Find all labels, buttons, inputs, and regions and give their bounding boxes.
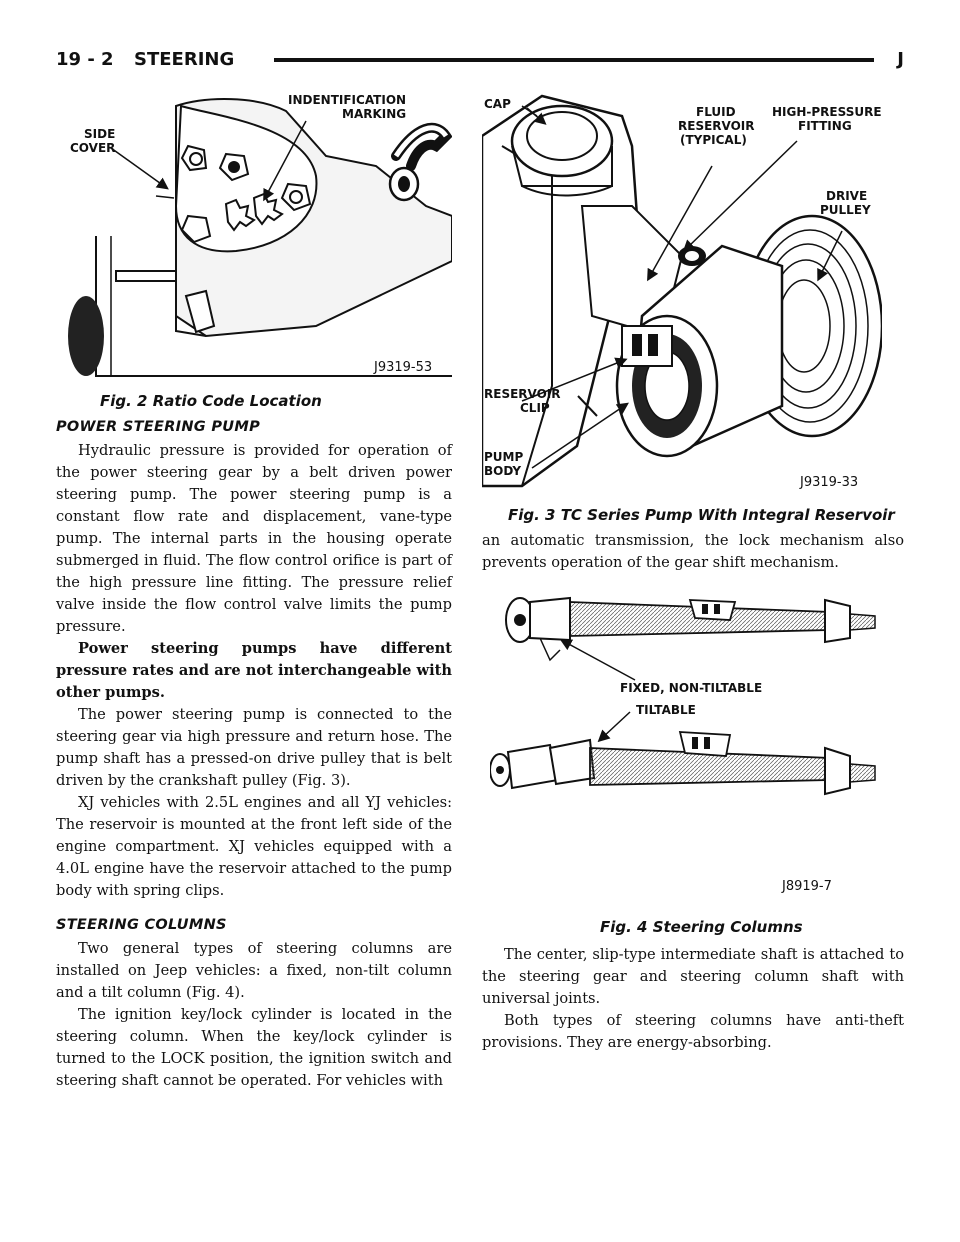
fig3-label-fluid: FLUID RESERVOIR (TYPICAL) bbox=[678, 105, 755, 147]
header-rule bbox=[274, 58, 874, 62]
fig2-label-side: SIDE COVER bbox=[70, 127, 116, 155]
paragraph-intermediate-shaft: The center, slip-type intermediate shaft is attached to the steering gear and steering column shaft with universal joints. bbox=[482, 946, 904, 1007]
section-title: STEERING bbox=[134, 49, 235, 70]
fig2-code: J9319-53 bbox=[374, 360, 433, 375]
paragraph-columns-1: Two general types of steering columns are installed on Jeep vehicles: a fixed, non-tilt column and a tilt column (Fig. 4). bbox=[56, 940, 452, 1001]
fig3-caption: Fig. 3 TC Series Pump With Integral Reservoir bbox=[508, 506, 895, 524]
heading-power-steering-pump: POWER STEERING PUMP bbox=[56, 419, 261, 435]
fig2-label-identification: INDENTIFICATION MARKING bbox=[288, 93, 407, 121]
page-number: 19 - 2 bbox=[56, 49, 114, 70]
fig3-code: J9319-33 bbox=[800, 475, 859, 490]
left-column bbox=[56, 416, 452, 1092]
fig2-illustration bbox=[56, 86, 452, 386]
right-column-bottom bbox=[482, 944, 904, 1054]
fig4-illustration bbox=[490, 580, 890, 900]
fig3-label-reservoir-clip: RESERVOIR CLIP bbox=[484, 387, 561, 415]
paragraph-anti-theft: Both types of steering columns have anti-theft provisions. They are energy-absorbing. bbox=[482, 1012, 904, 1051]
fig4-code: J8919-7 bbox=[782, 879, 832, 894]
fig4-label-tiltable: TILTABLE bbox=[636, 703, 696, 717]
fig3-label-pump-body: PUMP BODY bbox=[484, 450, 524, 478]
paragraph-pump-warning: Power steering pumps have different pressure rates and are not interchangeable with other pumps. bbox=[56, 640, 452, 701]
heading-steering-columns: STEERING COLUMNS bbox=[56, 917, 227, 933]
fig3-label-high-pressure: HIGH-PRESSURE FITTING bbox=[772, 105, 882, 133]
fig3-illustration bbox=[482, 86, 882, 496]
header-letter: J bbox=[897, 49, 904, 70]
paragraph-pump-2: The power steering pump is connected to the steering gear via high pressure and return hose. The pump shaft has a pressed-on drive pulley that is belt driven by the crankshaft pulley (Fig. 3). bbox=[56, 706, 452, 789]
fig4-label-fixed: FIXED, NON-TILTABLE bbox=[620, 681, 763, 695]
fig3-label-cap: CAP bbox=[484, 97, 511, 111]
fig4-caption: Fig. 4 Steering Columns bbox=[600, 918, 803, 936]
paragraph-pump-3: XJ vehicles with 2.5L engines and all YJ vehicles: The reservoir is mounted at the front left side of the engine compartment. XJ vehicles equipped with a 4.0L engine have the reservoir attached to the pump body with spring clips. bbox=[56, 794, 452, 899]
right-column-top bbox=[482, 530, 904, 574]
fig3-label-drive-pulley: DRIVE PULLEY bbox=[820, 189, 871, 217]
paragraph-pump-1: Hydraulic pressure is provided for operation of the power steering gear by a belt driven power steering pump. The power steering pump is a constant flow rate and displacement, vane-type pump. The internal parts in the housing operate submerged in fluid. The flow control orifice is part of the high pressure line fitting. The pressure relief valve inside the flow control valve limits the pump pressure. bbox=[56, 442, 452, 635]
paragraph-automatic: an automatic transmission, the lock mechanism also prevents operation of the gear shift mechanism. bbox=[482, 532, 904, 571]
paragraph-columns-2: The ignition key/lock cylinder is located in the steering column. When the key/lock cylinder is turned to the LOCK position, the ignition switch and steering shaft cannot be operated. For vehicles with bbox=[56, 1006, 452, 1089]
page-header bbox=[56, 48, 904, 72]
fig2-caption: Fig. 2 Ratio Code Location bbox=[100, 392, 322, 410]
